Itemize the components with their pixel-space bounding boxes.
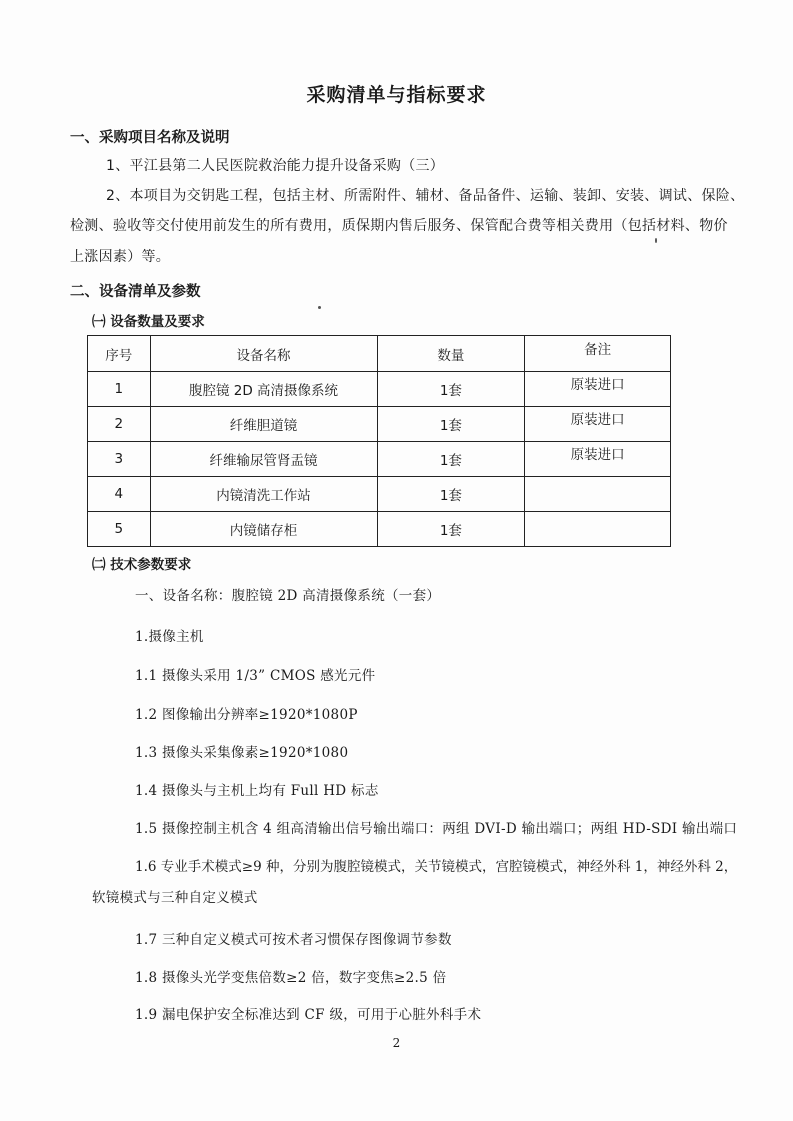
- section1-item2-line3: 上涨因素）等。: [70, 249, 171, 265]
- row-seq: 1: [88, 372, 151, 407]
- header-seq: 序号: [88, 336, 151, 372]
- row-note-cell: [525, 512, 671, 547]
- equipment-quantity-subheading: ㈠ 设备数量及要求: [92, 314, 205, 330]
- row-name: 内镜清洗工作站: [150, 477, 377, 512]
- page-number: 2: [392, 1036, 401, 1050]
- table-header-row: [88, 336, 671, 372]
- row-qty: 1套: [377, 372, 525, 407]
- section1-item2-line2: 检测、验收等交付使用前发生的所有费用，质保期内售后服务、保管配合费等相关费用（包括材料、物价: [70, 218, 728, 234]
- spec-1-9: 1.9 漏电保护安全标准达到 CF 级，可用于心脏外科手术: [135, 1007, 482, 1023]
- spec-1-6-line2: 软镜模式与三种自定义模式: [92, 890, 258, 906]
- table-row: [88, 512, 671, 547]
- section1-item1: 1、平江县第二人民医院救治能力提升设备采购（三）: [106, 158, 445, 174]
- row-name: 纤维胆道镜: [150, 407, 377, 442]
- spec-1-2: 1.2 图像输出分辨率≥1920*1080P: [135, 707, 358, 723]
- row-seq: 5: [88, 512, 151, 547]
- spec-1-4: 1.4 摄像头与主机上均有 Full HD 标志: [135, 783, 379, 799]
- tech-params-subheading: ㈡ 技术参数要求: [92, 557, 192, 573]
- section1-item2-line1: 2、本项目为交钥匙工程，包括主材、所需附件、辅材、备品备件、运输、装卸、安装、调试、保险、: [106, 188, 745, 204]
- row-qty: 1套: [377, 407, 525, 442]
- row-note-cell: [525, 442, 671, 477]
- host-heading: 1.摄像主机: [135, 629, 204, 645]
- row-qty: 1套: [377, 442, 525, 477]
- section1-heading: 一、采购项目名称及说明: [70, 130, 230, 146]
- header-note: [525, 336, 671, 372]
- page-title: 采购清单与指标要求: [306, 84, 487, 106]
- row-note-cell: [525, 477, 671, 512]
- spec-1-7: 1.7 三种自定义模式可按术者习惯保存图像调节参数: [135, 932, 452, 948]
- scan-speck: [318, 306, 321, 309]
- row-qty: 1套: [377, 477, 525, 512]
- spec-1-6-line1: 1.6 专业手术模式≥9 种，分别为腹腔镜模式，关节镜模式，宫腔镜模式，神经外科 1，神经外科 2，: [135, 859, 738, 875]
- row-seq: 3: [88, 442, 151, 477]
- row-seq: 4: [88, 477, 151, 512]
- row-note-cell: [525, 372, 671, 407]
- table-row: [88, 442, 671, 477]
- equipment-table: [87, 335, 671, 547]
- table-row: [88, 372, 671, 407]
- section2-heading: 二、设备清单及参数: [70, 284, 201, 300]
- spec-1-3: 1.3 摄像头采集像素≥1920*1080: [135, 745, 349, 761]
- row-qty: 1套: [377, 512, 525, 547]
- device-heading: 一、设备名称：腹腔镜 2D 高清摄像系统（一套）: [135, 588, 441, 604]
- row-name: 内镜储存柜: [150, 512, 377, 547]
- scan-speck: [655, 238, 657, 243]
- spec-1-8: 1.8 摄像头光学变焦倍数≥2 倍，数字变焦≥2.5 倍: [135, 970, 447, 986]
- row-note: 原装进口: [570, 412, 625, 428]
- row-name: 纤维输尿管肾盂镜: [150, 442, 377, 477]
- spec-1-1: 1.1 摄像头采用 1/3” CMOS 感光元件: [135, 668, 376, 684]
- table-row: [88, 477, 671, 512]
- row-name: 腹腔镜 2D 高清摄像系统: [150, 372, 377, 407]
- header-qty: 数量: [377, 336, 525, 372]
- row-note-cell: [525, 407, 671, 442]
- row-note: 原装进口: [570, 447, 625, 463]
- row-note: 原装进口: [570, 377, 625, 393]
- header-note-label: 备注: [584, 341, 612, 358]
- header-name: 设备名称: [150, 336, 377, 372]
- row-seq: 2: [88, 407, 151, 442]
- table-row: [88, 407, 671, 442]
- spec-1-5: 1.5 摄像控制主机含 4 组高清输出信号输出端口：两组 DVI-D 输出端口；两组 HD-SDI 输出端口: [135, 821, 738, 837]
